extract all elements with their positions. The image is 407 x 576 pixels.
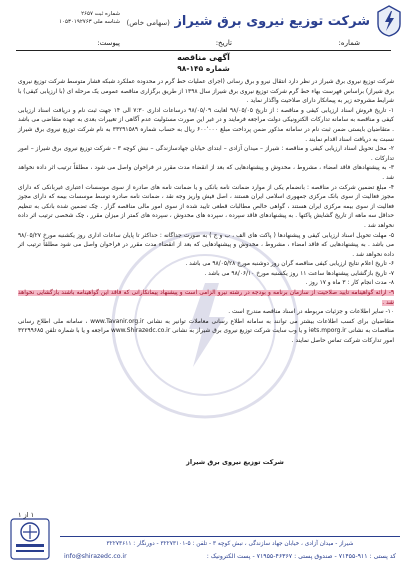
number-field: شماره: bbox=[338, 39, 360, 47]
header-divider bbox=[16, 50, 391, 51]
company-name: شرکت توزیع نیروی برق شیراز (سهامی خاص) bbox=[126, 14, 370, 29]
attachment-field: پیوست: bbox=[97, 39, 120, 47]
item-6: ۶- تاریخ اعلام نتایج ارزیابی کیفی مناقصه گران روز دوشنبه مورخ ۹۸/۰۵/۲۸ می باشد . bbox=[185, 261, 394, 268]
item-5: ۵- مهلت تحویل اسناد ارزیابی کیفی و پیشنهادها ( پاکت های الف ، ب و ج ) به صورت جداگانه : حداکثر تا پایان ساعات اداری روز یکشنبه مورخ ۹۸/۰۵/۲۷ می باشد . به پیشنهادهایی که فاقد امضاء ، مشروط ، مخدوش و پیشنهادهایی که بعد از انقضاء مدت مقرر در فراخوان واصل می شود مطلقاً ترتیب اثر داده نخواهد شد . bbox=[18, 232, 394, 258]
national-id: شناسه ملی ۱۰۵۳۰۱۹۲۷۶۳ bbox=[59, 19, 120, 25]
footer-postal: کد پستی : ۹۱۱-۷۱۴۵۵ - صندوق پستی : ۴۶۳۶۷-۷۱۹۵۵ - پست الکترونیک : bbox=[206, 553, 396, 560]
footer-contact bbox=[60, 553, 400, 562]
company-logo-icon bbox=[375, 4, 403, 38]
item-10: ۱۰- سایر اطلاعات و جزئیات مربوطه در اسناد مناقصه مندرج است . bbox=[228, 309, 394, 316]
item-1: ۱- تاریخ فروش اسناد ارزیابی کیفی و مناقصه : از تاریخ ۹۸/۰۵/۰۵ لغایت ۹۸/۰۵/۰۹ درساعات اداری ۷:۳۰ الی ۱۴ جهت ثبت نام و دریافت اسناد ارزیابی کیفی و مناقصه به سامانه تدارکات الکترونیکی دولت مراجعه فرمایند و در غیر این صورت مسئولیت عدم آگاهی از تغییرات بعدی به عهده متقاضی می باشد . متقاضیان بایستی ضمن ثبت نام در سامانه مذکور ضمن پرداخت مبلغ ۶۰۰٬۰۰۰ ریال به حساب شماره ۳۳۲۹۱۵۸۹ به نام شرکت توزیع نیروی برق شیراز نسبت به دریافت اسناد اقدام نمایند . bbox=[18, 107, 394, 143]
contact-paragraph: متقاضیان برای کسب اطلاعات بیشتر می توانند به سامانه اطلاع رسانی معاملات توانیر به نشانی www.Tavanir.org.ir ، سامانه ملی اطلاع رسانی مناقصات به نشانی iets.mporg.ir و یا وب سایت شرکت توزیع نیروی برق شیراز به نشانی www.Shirazedc.co.ir مراجعه و یا با شماره تلفن ۳۲۲۹۹۶۸۵ امور تدارکات شرکت تماس حاصل نمایند . bbox=[18, 318, 395, 345]
date-field: تاریخ: bbox=[215, 39, 232, 47]
item-8: ۸- مدت انجام کار : ۳ ماه و ۱۷ روز . bbox=[305, 280, 394, 287]
intro-paragraph: شرکت توزیع نیروی برق شیراز در نظر دارد انتقال نیرو و برق رسانی (اجرای عملیات خط گرم در محدوده عملکرد شبکه فشار متوسط شرکت توزیع نیروی برق شیراز) براساس فهرست بهاء خط گرم شرکت توزیع نیروی برق شیراز سال ۱۳۹۸ از طریق برگزاری مناقصه عمومی یک مرحله ای (با ارزیابی کیفی) با شرایط مشروحه زیر به پیمانکار دارای صلاحیت واگذار نماید . bbox=[17, 79, 394, 105]
item-7: ۷- تاریخ بازگشایی پیشنهادها ساعت ۱۱ روز یکشنبه مورخ ۹۸/۰۶/۱۰ می باشد . bbox=[204, 270, 394, 277]
item-4: ۴- مبلغ تضمین شرکت در مناقصه : بانضمام یکی از موارد ضمانت نامه بانکی و یا ضمانت نامه های صادره از سوی موسسات اعتباری غیربانکی که دارای مجوز فعالیت از سوی بانک مرکزی جمهوری اسلامی ایران هستند ، اصل فیش واریز وجه نقد ، ضمانت نامه صادره توسط موسسات بیمه که دارای مجوز فعالیت از سوی بیمه مرکزی ایران هستند ، گواهی خالص مطالبات قطعی تایید شده از سوی امور مالی مناقصه گزار . چک تضمین شده بانکی به تنظیم حداقل سه ماهه از تاریخ گشایش پاکتها . به پیشنهادهای فاقد سپرده ، سپرده های مخدوش ، سپرده های کمتر از میزان مقرر ، چک شخصی ترتیب اثر داده نخواهد شد . bbox=[18, 184, 394, 229]
page-number: ۱ از ۱ bbox=[18, 511, 35, 519]
letter-header-fields bbox=[20, 39, 390, 49]
certification-badge-icon bbox=[8, 517, 52, 561]
notice-number: شماره ۱۴۵-۹۸ bbox=[177, 64, 230, 73]
signoff: شرکت توزیع نیروی برق شیراز bbox=[186, 458, 284, 466]
notice-body bbox=[18, 78, 394, 347]
item-3: ۳- به پیشنهادهای فاقد امضاء ، مشروط ، مخدوش و پیشنهادهایی که بعد از انقضاء مدت مقرر در فراخوان واصل می شود ، مطلقاً ترتیب اثر داده نخواهد شد . bbox=[18, 165, 394, 181]
item-2: ۲- محل تحویل اسناد ارزیابی کیفی و مناقصه : شیراز – میدان آزادی – ابتدای خیابان جهادسازندگی – نبش کوچه ۳ – شرکت توزیع نیروی برق شیراز – امور تدارکات . bbox=[18, 146, 395, 162]
notice-title: آگهی مناقصه bbox=[177, 53, 230, 62]
footer-address: شیراز - میدان آزادی ، خیابان جهاد سازندگی ، نبش کوچه ۳ - تلفن : ۵-۳۲۲۷۳۱۰۱ - دورنگار : ۳۲۲۷۳۶۱۱ bbox=[106, 541, 354, 547]
footer-divider bbox=[60, 536, 400, 537]
footer-email-link[interactable]: info@shirazedc.co.ir bbox=[64, 553, 127, 560]
registration-info bbox=[8, 10, 120, 26]
registration-number: شماره ثبت ۲۶۵۷ bbox=[81, 11, 120, 17]
item-9-highlighted: ۹- ارائه گواهینامه تایید صلاحیت از سازمان برنامه و بودجه در رشته نیرو الزامی است و پیشنهاد پیمانکارانی که فاقد این گواهینامه باشند بازگشایی نخواهد شد . bbox=[18, 290, 394, 306]
